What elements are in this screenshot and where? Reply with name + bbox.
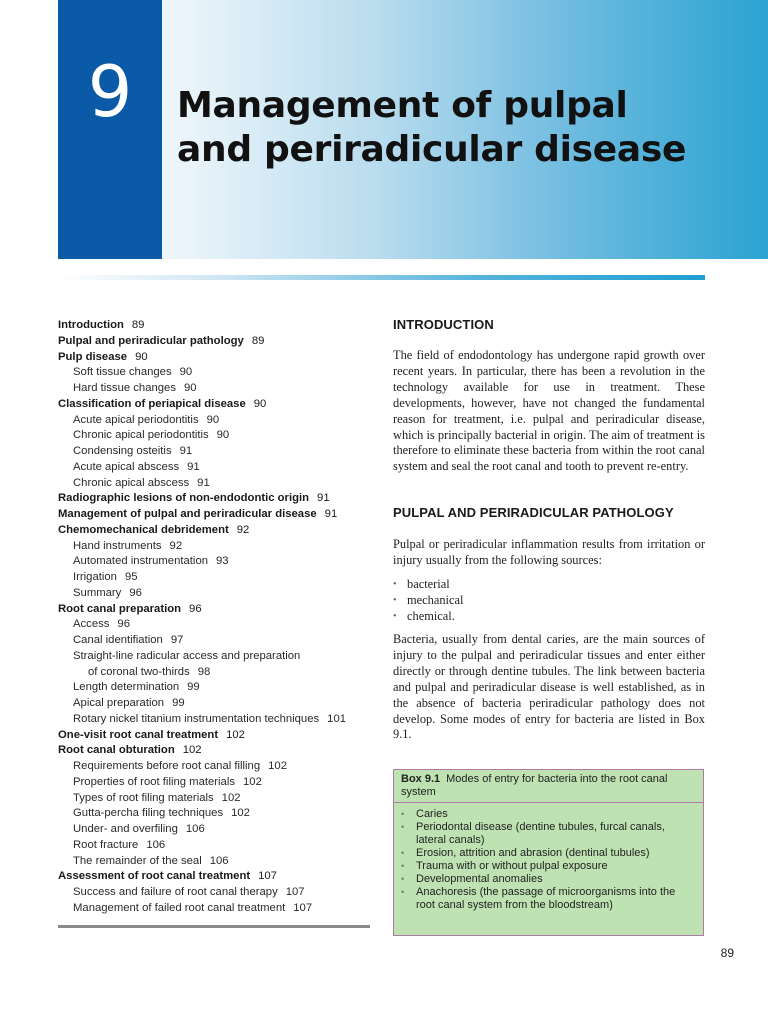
toc-entry-title: Chemomechanical debridement — [58, 523, 229, 536]
source-item-text: bacterial — [407, 577, 450, 591]
source-item — [393, 609, 463, 625]
toc-entry-page: 101 — [327, 712, 347, 725]
toc-entry-title: Canal identifiation — [73, 634, 163, 646]
toc-entry-title: Management of pulpal and periradicular disease — [58, 508, 317, 520]
toc-entry-title: Soft tissue changes — [73, 366, 172, 379]
pathology-intro-paragraph: Pulpal or periradicular inflammation results from irritation or injury usually from the following sources: — [393, 537, 705, 567]
box-item — [401, 808, 693, 821]
toc-entry — [58, 838, 378, 854]
toc-entry — [58, 491, 378, 507]
toc-entry-page: 90 — [206, 413, 220, 426]
box-title: Modes of entry for bacteria into the root canal system — [401, 773, 668, 798]
source-item-text: chemical. — [407, 608, 455, 623]
bullet-icon: • — [401, 848, 405, 858]
toc-entry-page: 91 — [197, 476, 210, 489]
toc-entry-page: 89 — [251, 334, 265, 347]
toc-entry — [58, 696, 378, 712]
toc-entry-page: 107 — [285, 886, 305, 898]
toc-entry — [58, 901, 378, 917]
toc-entry-title: Irrigation — [73, 571, 117, 583]
toc-entry-page: 106 — [146, 838, 166, 851]
toc-entry-page: 96 — [189, 602, 202, 615]
bullet-icon: • — [393, 579, 397, 590]
toc-entry-title: One-visit root canal treatment — [58, 728, 219, 741]
toc-entry-page: 92 — [169, 539, 183, 552]
toc-entry-page: 90 — [179, 366, 193, 379]
toc-entry — [58, 712, 378, 728]
bullet-icon: • — [393, 594, 397, 606]
bullet-icon: • — [401, 887, 405, 897]
pathology-paragraph: Bacteria, usually from dental caries, are the main sources of injury to the pulpal and periradicular tissues and enter either directly or through dentine tubules. The link between bacteria and pulpal and periradicular disease is well established, as in the absence of bacteria periradicular pathology does not develop. Some modes of entry for bacteria are listed in Box 9.1. — [393, 632, 705, 742]
toc-entry-title: Success and failure of root canal therapy — [73, 886, 278, 898]
toc-entry-page: 91 — [187, 460, 200, 473]
source-item — [393, 577, 463, 593]
chapter-title-line-2: and periradicular disease — [177, 129, 687, 170]
toc-entry-title: Root fracture — [73, 838, 139, 851]
toc-entry-title: Root canal obturation — [58, 744, 175, 757]
toc-entry — [58, 617, 378, 633]
toc-entry-title: Acute apical abscess — [73, 460, 180, 473]
toc-entry-title: Introduction — [58, 319, 124, 331]
toc-entry — [58, 334, 378, 350]
toc-entry-title: Acute apical periodontitis — [73, 413, 199, 426]
toc-entry — [58, 444, 378, 460]
toc-entry-page: 90 — [253, 397, 267, 410]
chapter-number: 9 — [87, 51, 133, 133]
toc-entry-page: 102 — [226, 728, 245, 741]
box-item-text: Anachoresis (the passage of microorganisms into the root canal system from the bloodstream) — [416, 886, 676, 911]
toc-entry-page: 90 — [216, 429, 230, 442]
box-item — [401, 873, 693, 886]
page-number: 89 — [720, 946, 734, 960]
toc-entry — [58, 633, 378, 649]
toc-entry — [58, 822, 378, 838]
box-item — [401, 860, 693, 873]
toc-entry-title: Pulp disease — [58, 350, 128, 363]
toc-entry-page: 91 — [324, 508, 338, 520]
box-item-text: Caries — [416, 808, 448, 820]
toc-entry-title: of coronal two-thirds — [88, 665, 190, 678]
toc-entry-page: 96 — [117, 618, 130, 631]
toc-entry-title: Chronic apical abscess — [73, 476, 190, 489]
toc-entry-page: 102 — [221, 791, 241, 804]
bullet-icon: • — [401, 874, 405, 884]
toc-entry — [58, 775, 378, 791]
toc-entry-title: Length determination — [73, 681, 180, 694]
toc-entry-title: Automated instrumentation — [73, 555, 209, 568]
toc-entry-page: 97 — [170, 634, 184, 646]
toc-entry-page: 106 — [185, 823, 205, 835]
toc-entry — [58, 397, 378, 413]
box-item-text: Developmental anomalies — [416, 873, 543, 885]
toc-entry — [58, 413, 378, 429]
box-header — [394, 770, 703, 803]
toc-entry — [58, 507, 378, 523]
toc-entry — [58, 602, 378, 618]
toc-entry-page: 91 — [179, 445, 193, 457]
box-item — [401, 886, 693, 912]
toc-entry-title: Properties of root filing materials — [73, 775, 235, 788]
toc-entry-title: Assessment of root canal treatment — [58, 870, 251, 883]
toc-entry-page: 90 — [184, 382, 197, 394]
toc-entry-title: Apical preparation — [73, 697, 165, 709]
toc-entry-page: 99 — [172, 697, 185, 709]
chapter-title-line-1: Management of pulpal — [177, 85, 628, 126]
toc-entry — [58, 539, 378, 555]
toc-entry-title: Root canal preparation — [58, 602, 182, 615]
box-item-text: Periodontal disease (dentine tubules, furcal canals, lateral canals) — [416, 821, 665, 846]
toc-entry — [58, 680, 378, 696]
table-of-contents — [58, 318, 378, 917]
toc-entry-page: 96 — [129, 586, 142, 599]
toc-entry-title: Rotary nickel titanium instrumentation techniques — [73, 712, 320, 725]
toc-entry-page: 102 — [243, 775, 262, 788]
toc-entry — [58, 523, 378, 539]
toc-entry-title: Pulpal and periradicular pathology — [58, 334, 244, 347]
toc-entry — [58, 460, 378, 476]
toc-entry-page: 92 — [236, 523, 250, 536]
toc-entry — [58, 854, 378, 870]
toc-entry — [58, 806, 378, 822]
bullet-icon: • — [401, 809, 405, 819]
source-item-text: mechanical — [407, 592, 464, 607]
toc-entry — [58, 318, 378, 334]
toc-entry-title: Radiographic lesions of non-endodontic origin — [58, 492, 310, 505]
toc-entry-title: Condensing osteitis — [73, 445, 172, 457]
pathology-heading: PULPAL AND PERIRADICULAR PATHOLOGY — [393, 505, 674, 520]
box-item — [401, 847, 693, 860]
toc-entry-page: 90 — [135, 350, 148, 363]
box-item-text: Trauma with or without pulpal exposure — [416, 860, 608, 872]
toc-entry — [58, 428, 378, 444]
bullet-icon: • — [393, 610, 397, 622]
toc-entry-title: Management of failed root canal treatment — [73, 901, 286, 914]
toc-entry-page: 93 — [216, 555, 229, 568]
toc-entry-page: 102 — [182, 744, 202, 757]
introduction-heading: INTRODUCTION — [393, 317, 494, 332]
toc-entry — [58, 476, 378, 492]
toc-entry-page: 107 — [293, 901, 313, 914]
introduction-paragraph: The field of endodontology has undergone rapid growth over recent years. In particular, there has been a revolution in the technology available for use in treatment. These developments, however, have not changed the fundamental reason for treatment, i.e. pulpal and periradicular disease, which is principally bacterial in origin. The aim of treatment is therefore to eliminate these bacteria from within the root canal system and seal the root canal and tooth to prevent re-entry. — [393, 348, 705, 474]
toc-entry-page: 106 — [209, 854, 229, 867]
box-9-1 — [393, 769, 704, 936]
bullet-icon: • — [401, 822, 405, 832]
toc-entry-title: Straight-line radicular access and preparation — [73, 649, 301, 662]
toc-entry-page: 98 — [197, 665, 211, 678]
toc-entry-page: 102 — [231, 807, 250, 820]
title-divider — [58, 275, 705, 280]
toc-entry-title: Access — [73, 618, 110, 631]
toc-entry — [58, 728, 378, 744]
toc-entry-title: Chronic apical periodontitis — [73, 429, 209, 442]
toc-entry-title: The remainder of the seal — [73, 854, 202, 867]
toc-entry-page: 89 — [131, 319, 145, 331]
toc-entry-title: Summary — [73, 586, 122, 599]
toc-entry-title: Hard tissue changes — [73, 382, 176, 394]
toc-entry — [58, 743, 378, 759]
box-items — [401, 808, 693, 912]
box-label: Box 9.1 — [401, 773, 441, 785]
toc-entry — [58, 665, 378, 681]
box-item — [401, 821, 693, 847]
toc-entry-page: 107 — [258, 870, 277, 883]
source-item — [393, 593, 463, 609]
toc-entry-title: Requirements before root canal filling — [73, 760, 261, 772]
toc-entry — [58, 649, 378, 665]
toc-entry-title: Under- and overfiling — [73, 823, 178, 835]
toc-entry — [58, 365, 378, 381]
toc-entry — [58, 554, 378, 570]
toc-entry — [58, 759, 378, 775]
bullet-icon: • — [401, 861, 405, 871]
toc-entry — [58, 586, 378, 602]
toc-entry — [58, 869, 378, 885]
toc-entry-page: 95 — [124, 571, 138, 583]
toc-entry — [58, 885, 378, 901]
box-item-text: Erosion, attrition and abrasion (dentinal tubules) — [416, 847, 650, 859]
toc-entry — [58, 570, 378, 586]
toc-entry-title: Gutta-percha filing techniques — [73, 807, 224, 820]
toc-entry-page: 99 — [187, 681, 200, 694]
toc-entry-page: 102 — [268, 760, 287, 772]
toc-entry — [58, 791, 378, 807]
toc-divider — [58, 925, 370, 928]
chapter-title — [177, 84, 737, 172]
toc-entry — [58, 381, 378, 397]
toc-entry-page: 91 — [317, 492, 330, 505]
sources-list — [393, 577, 463, 625]
toc-entry-title: Classification of periapical disease — [58, 397, 246, 410]
toc-entry — [58, 350, 378, 366]
toc-entry-title: Types of root filing materials — [73, 791, 214, 804]
toc-entry-title: Hand instruments — [73, 539, 162, 552]
